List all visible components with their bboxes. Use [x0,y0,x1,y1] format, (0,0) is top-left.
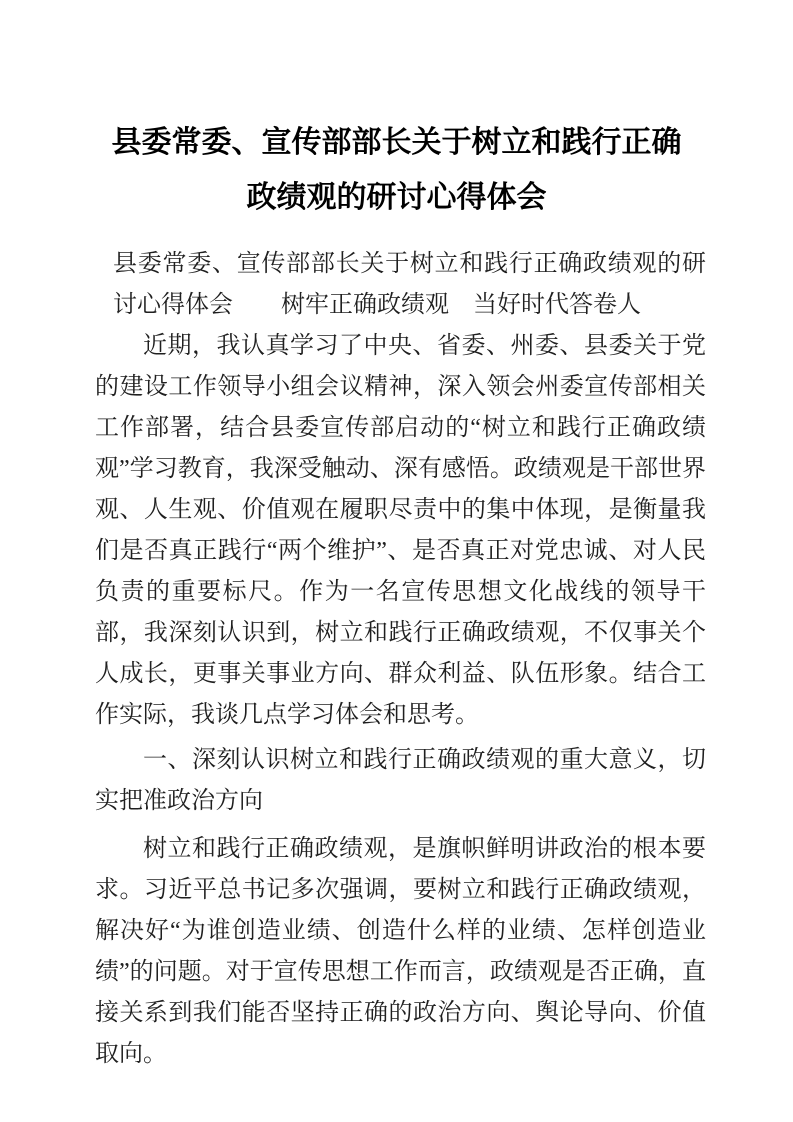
paragraph-intro: 近期，我认真学习了中央、省委、州委、县委关于党的建设工作领导小组会议精神，深入领会州委宣传部相关工作部署，结合县委宣传部启动的“树立和践行正确政绩观”学习教育，我深受触动、深有感悟。政绩观是干部世界观、人生观、价值观在履职尽责中的集中体现，是衡量我们是否真正践行“两个维护”、是否真正对党忠诚、对人民负责的重要标尺。作为一名宣传思想文化战线的领导干部，我深刻认识到，树立和践行正确政绩观，不仅事关个人成长，更事关事业方向、群众利益、队伍形象。结合工作实际，我谈几点学习体会和思考。 [95,333,706,728]
section-heading-1: 一、深刻认识树立和践行正确政绩观的重大意义，切实把准政治方向 [95,747,706,814]
title-line-2: 政绩观的研讨心得体会 [246,181,547,214]
document-body [95,244,706,1075]
paragraph-subtitle: 县委常委、宣传部部长关于树立和践行正确政绩观的研讨心得体会 树牢正确政绩观 当好时代答卷人 [113,251,706,318]
title-line-1: 县委常委、宣传部部长关于树立和践行正确 [111,126,682,159]
document-title [0,0,793,225]
paragraph-section-1-body: 树立和践行正确政绩观，是旗帜鲜明讲政治的根本要求。习近平总书记多次强调，要树立和践行正确政绩观，解决好“为谁创造业绩、创造什么样的业绩、怎样创造业绩”的问题。对于宣传思想工作而言，政绩观是否正确，直接关系到我们能否坚持正确的政治方向、舆论导向、价值取向。 [95,836,706,1067]
